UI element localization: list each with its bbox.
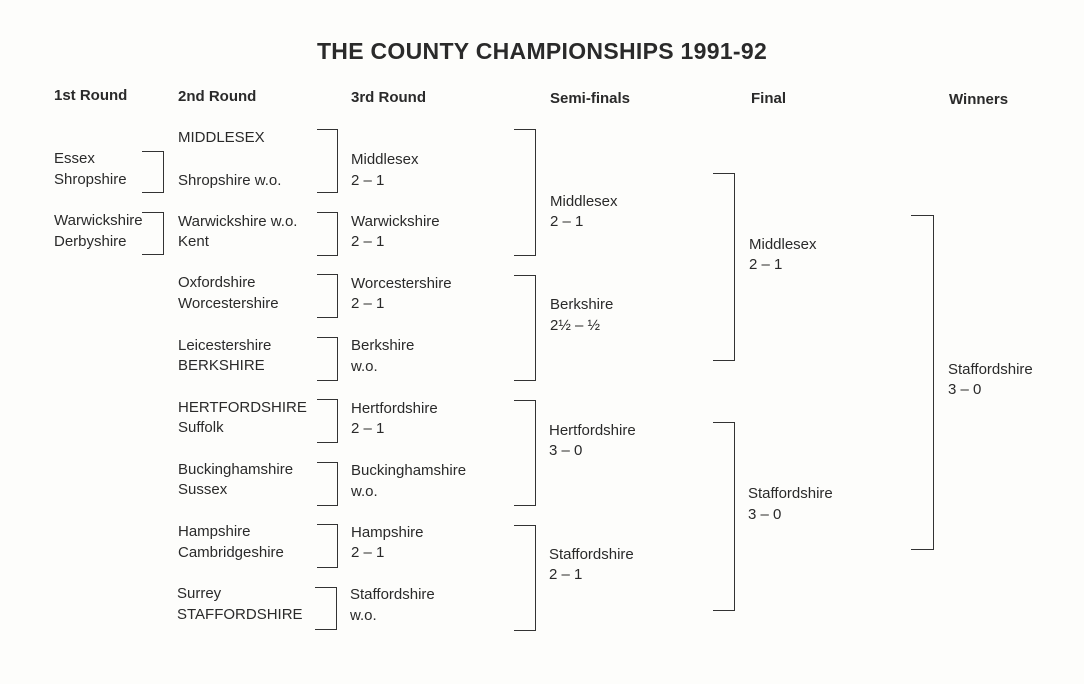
round1-bracket [142, 151, 164, 193]
final-winner: Staffordshire [748, 485, 833, 502]
round2-team: Leicestershire [178, 337, 272, 354]
round2-bracket [317, 274, 338, 318]
round3-score: 2 – 1 [351, 544, 385, 561]
round2-team: Sussex [178, 481, 228, 498]
round3-score: w.o. [351, 483, 378, 500]
round3-score: 2 – 1 [351, 233, 385, 250]
header-round3: 3rd Round [351, 89, 426, 106]
round2-bracket [317, 129, 338, 193]
round1-team: Shropshire [54, 171, 127, 188]
round1-team: Derbyshire [54, 233, 127, 250]
round2-bracket [317, 337, 338, 381]
semifinal-winner: Middlesex [550, 193, 618, 210]
round2-team: STAFFORDSHIRE [177, 606, 303, 623]
round3-bracket [514, 400, 536, 506]
round3-winner: Staffordshire [350, 586, 435, 603]
round2-team: Kent [178, 233, 209, 250]
header-round2: 2nd Round [178, 88, 257, 105]
round3-score: w.o. [351, 358, 378, 375]
round1-team: Warwickshire [54, 212, 143, 229]
round3-bracket [514, 129, 536, 256]
header-round1: 1st Round [54, 87, 128, 104]
round2-bracket [317, 462, 338, 506]
semifinal-bracket [713, 422, 735, 611]
semifinal-winner: Staffordshire [549, 546, 634, 563]
semifinal-score: 2 – 1 [550, 213, 584, 230]
round2-team: Hampshire [178, 523, 251, 540]
round3-score: 2 – 1 [351, 172, 385, 189]
header-final: Final [751, 90, 787, 107]
round3-winner: Warwickshire [351, 213, 440, 230]
semifinal-winner: Hertfordshire [549, 422, 636, 439]
round2-team: Oxfordshire [178, 274, 256, 291]
round2-team: BERKSHIRE [178, 357, 265, 374]
semifinal-bracket [713, 173, 735, 361]
champion-score: 3 – 0 [948, 381, 982, 398]
round2-team: Cambridgeshire [178, 544, 284, 561]
round2-team: MIDDLESEX [178, 129, 265, 146]
round3-bracket [514, 275, 536, 381]
round3-winner: Worcestershire [351, 275, 452, 292]
round2-team: Shropshire w.o. [178, 172, 282, 189]
round3-winner: Berkshire [351, 337, 415, 354]
round2-team: Suffolk [178, 419, 224, 436]
round2-team: Warwickshire w.o. [178, 213, 298, 230]
semifinal-winner: Berkshire [550, 296, 614, 313]
round3-winner: Buckinghamshire [351, 462, 467, 479]
semifinal-score: 2 – 1 [549, 566, 583, 583]
header-semifinals: Semi-finals [550, 90, 631, 107]
round3-score: 2 – 1 [351, 420, 385, 437]
final-winner: Middlesex [749, 236, 817, 253]
round2-bracket [317, 212, 338, 256]
champion-name: Staffordshire [948, 361, 1033, 378]
semifinal-score: 3 – 0 [549, 442, 583, 459]
round3-winner: Middlesex [351, 151, 419, 168]
round2-team: Worcestershire [178, 295, 279, 312]
round3-winner: Hertfordshire [351, 400, 438, 417]
round2-bracket [315, 587, 337, 630]
round1-team: Essex [54, 150, 95, 167]
round1-bracket [142, 212, 164, 255]
header-winners: Winners [949, 91, 1009, 108]
round3-winner: Hampshire [351, 524, 424, 541]
round2-team: HERTFORDSHIRE [178, 399, 307, 416]
round2-team: Buckinghamshire [178, 461, 294, 478]
round3-score: w.o. [350, 607, 377, 624]
final-score: 2 – 1 [749, 256, 783, 273]
round3-score: 2 – 1 [351, 295, 385, 312]
round2-bracket [317, 524, 338, 568]
round2-team: Surrey [177, 585, 222, 602]
semifinal-score: 2½ – ½ [550, 317, 601, 334]
final-score: 3 – 0 [748, 506, 782, 523]
final-bracket [911, 215, 934, 550]
page-title: THE COUNTY CHAMPIONSHIPS 1991-92 [316, 38, 768, 64]
round2-bracket [317, 399, 338, 443]
round3-bracket [514, 525, 536, 631]
